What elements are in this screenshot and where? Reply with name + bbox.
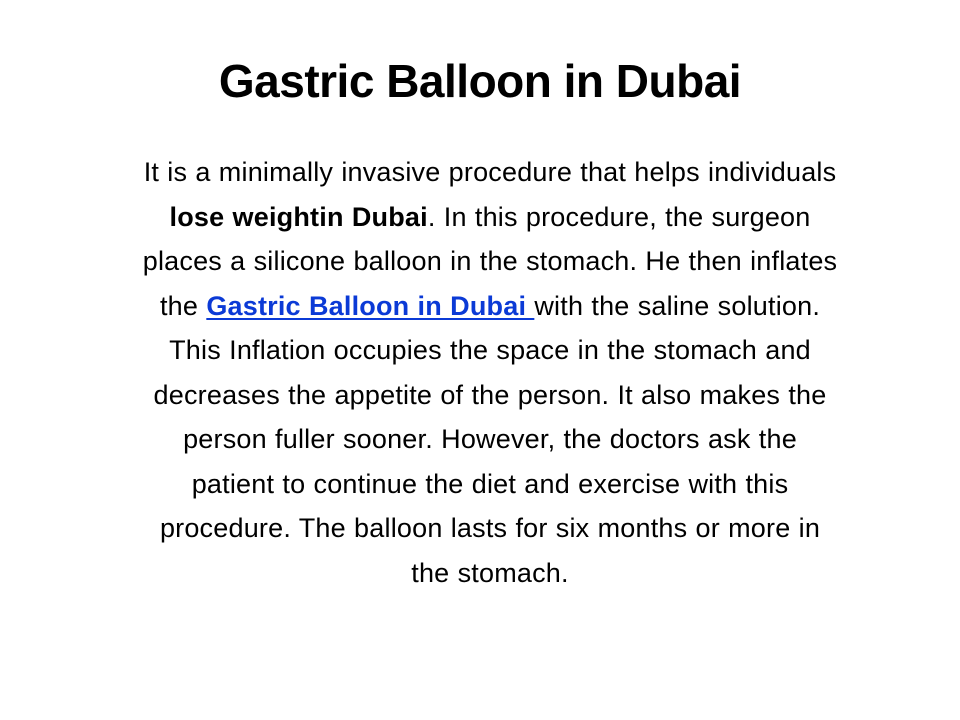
- slide-title: Gastric Balloon in Dubai: [218, 55, 742, 107]
- body-text-segment: . In this procedure, the surgeon: [427, 201, 811, 232]
- body-line: It is a minimally invasive procedure that helps individuals: [143, 157, 837, 187]
- body-line: [50, 284, 930, 329]
- body-text-segment: with the saline solution.: [534, 290, 821, 321]
- body-line: patient to continue the diet and exercise with this: [191, 468, 789, 499]
- body-line: procedure. The balloon lasts for six months or more in: [159, 513, 821, 543]
- body-line: [50, 195, 930, 240]
- body-line: the stomach.: [411, 557, 569, 588]
- body-line: places a silicone balloon in the stomach. He then inflates: [142, 246, 838, 276]
- body-line: decreases the appetite of the person. It also makes the: [153, 379, 827, 410]
- bold-keyword: lose weightin Dubai: [169, 201, 428, 232]
- slide-body-text: [50, 150, 930, 595]
- gastric-balloon-link[interactable]: Gastric Balloon in Dubai: [206, 290, 535, 321]
- body-line: person fuller sooner. However, the doctors ask the: [183, 424, 797, 454]
- body-text-segment: the: [159, 290, 207, 321]
- body-line: This Inflation occupies the space in the stomach and: [169, 335, 811, 365]
